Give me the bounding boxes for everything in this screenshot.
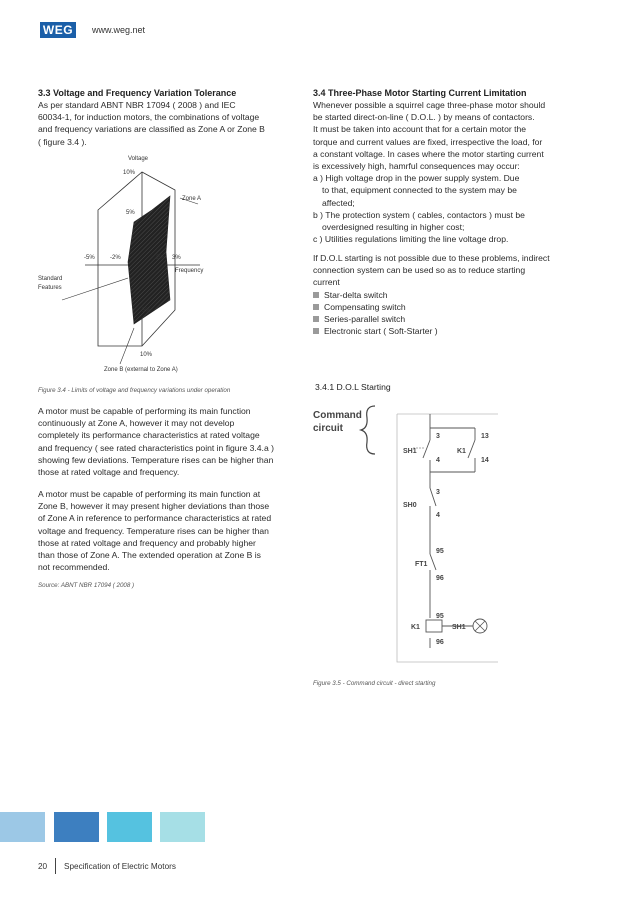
para-line: showing few deviations. Temperature rises can be higher than bbox=[38, 454, 274, 465]
weg-logo: WEG bbox=[40, 22, 76, 38]
figure-3-4-caption: Figure 3.4 - Limits of voltage and frequency variations under operation bbox=[38, 387, 231, 394]
right-line: c ) Utilities regulations limiting the line voltage drop. bbox=[313, 234, 509, 245]
para-line: those at rated voltage and frequency and probably higher bbox=[38, 537, 256, 548]
bullet-square-icon bbox=[313, 316, 319, 322]
label-zone-a: Zone A bbox=[182, 196, 202, 202]
label-v-5-top: 5% bbox=[126, 210, 135, 216]
label-ft1: FT1 bbox=[415, 561, 428, 568]
label-command: Command bbox=[313, 410, 362, 421]
bullet-item bbox=[313, 301, 595, 313]
brace bbox=[361, 406, 375, 454]
label-v-10-top: 10% bbox=[123, 170, 136, 176]
para-line: not recommended. bbox=[38, 562, 110, 573]
intro-line: 60034-1, for induction motors, the combinations of voltage bbox=[38, 112, 260, 123]
right-column bbox=[313, 87, 595, 245]
section-title-3-4: 3.4 Three-Phase Motor Starting Current Limitation bbox=[313, 88, 527, 98]
right-line: be started direct-on-line ( D.O.L. ) by means of contactors. bbox=[313, 112, 535, 123]
intro-line: and frequency variations are classified as Zone A or Zone B bbox=[38, 124, 265, 135]
source-note: Source: ABNT NBR 17094 ( 2008 ) bbox=[38, 582, 135, 589]
para-line: of Zone A in reference to performance characteristics at rated bbox=[38, 513, 272, 524]
right-line: It must be taken into account that for a certain motor the bbox=[313, 124, 527, 135]
footer-divider bbox=[55, 858, 56, 874]
bullet-square-icon bbox=[313, 292, 319, 298]
label-f-m2: -2% bbox=[110, 255, 121, 261]
footer-title: Specification of Electric Motors bbox=[64, 862, 176, 871]
label-features: Features bbox=[38, 285, 62, 291]
label-n95: 95 bbox=[436, 548, 444, 555]
label-f-p3: 3% bbox=[172, 255, 181, 261]
para-line: current bbox=[313, 277, 340, 288]
label-standard: Standard bbox=[38, 276, 63, 282]
right-line: a constant voltage. In cases where the motor starting current bbox=[313, 148, 544, 159]
figure-3-5-caption: Figure 3.5 - Command circuit - direct starting bbox=[313, 680, 436, 687]
para-line: Zone B, however it may present higher deviations than those bbox=[38, 501, 270, 512]
label-voltage: Voltage bbox=[128, 156, 149, 162]
bullet-item bbox=[313, 313, 595, 325]
label-n96b: 96 bbox=[436, 639, 444, 646]
color-bar-3 bbox=[107, 812, 152, 842]
left-para-1 bbox=[38, 405, 308, 478]
label-n14: 14 bbox=[481, 457, 489, 464]
right-line: affected; bbox=[322, 197, 355, 208]
left-column bbox=[38, 87, 308, 148]
label-k1b: K1 bbox=[411, 624, 420, 631]
label-n95b: 95 bbox=[436, 613, 444, 620]
para-line: A motor must be capable of performing its main function bbox=[38, 406, 251, 416]
para-line: than those of Zone A. The extended operation at Zone B is bbox=[38, 550, 261, 561]
bullet-item bbox=[313, 325, 595, 337]
bullet-square-icon bbox=[313, 328, 319, 334]
right-line: Whenever possible a squirrel cage three-phase motor should bbox=[313, 100, 546, 110]
label-frequency: Frequency bbox=[175, 268, 204, 274]
label-n4b: 4 bbox=[436, 512, 440, 519]
bullet-text: Star-delta switch bbox=[324, 289, 388, 300]
intro-line: ( figure 3.4 ). bbox=[38, 136, 87, 147]
section-title-3-3: 3.3 Voltage and Frequency Variation Tolerance bbox=[38, 88, 237, 98]
label-n3: 3 bbox=[436, 433, 440, 440]
right-line: torque and current values are fixed, irrespective the load, for bbox=[313, 136, 543, 147]
para-line: voltage and frequency. Temperature rises can be higher than bbox=[38, 525, 269, 536]
label-n96: 96 bbox=[436, 575, 444, 582]
color-bar-2 bbox=[54, 812, 99, 842]
bullet-square-icon bbox=[313, 304, 319, 310]
bullet-item bbox=[313, 289, 595, 301]
bullet-text: Series-parallel switch bbox=[324, 314, 406, 325]
right-line: b ) The protection system ( cables, contactors ) must be bbox=[313, 209, 525, 220]
label-f-p2: 2% bbox=[156, 255, 165, 261]
label-zone-b: Zone B (external to Zone A) bbox=[104, 367, 178, 373]
label-sh1b: SH1 bbox=[452, 624, 466, 631]
command-circuit-diagram bbox=[305, 400, 505, 665]
color-bar-1 bbox=[0, 812, 45, 842]
voltage-frequency-diagram bbox=[30, 150, 280, 378]
para-line: continuously at Zone A, however it may not develop bbox=[38, 418, 235, 429]
para-line: those at rated voltage and frequency. bbox=[38, 467, 180, 478]
right-line: a ) High voltage drop in the power supply system. Due bbox=[313, 173, 520, 184]
color-bar-4 bbox=[160, 812, 205, 842]
para-line: If D.O.L starting is not possible due to these problems, indirect bbox=[313, 253, 550, 263]
label-n3b: 3 bbox=[436, 489, 440, 496]
label-n4: 4 bbox=[436, 457, 440, 464]
right-line: overdesigned resulting in higher cost; bbox=[322, 222, 465, 233]
k1-coil bbox=[426, 620, 442, 632]
label-k1: K1 bbox=[457, 448, 466, 455]
right-para-2 bbox=[313, 252, 595, 337]
intro-line: As per standard ABNT NBR 17094 ( 2008 ) and IEC bbox=[38, 100, 236, 110]
standard-leader bbox=[62, 278, 128, 300]
label-f-m5: -5% bbox=[84, 255, 95, 261]
right-line: is excessively high, hamrful consequences may occur: bbox=[313, 161, 520, 172]
para-line: connection system can be used so as to reduce starting bbox=[313, 265, 526, 276]
subsection-title-3-4-1: 3.4.1 D.O.L Starting bbox=[315, 382, 391, 392]
left-para-2 bbox=[38, 488, 308, 573]
label-v-5-bot: 5% bbox=[142, 308, 151, 314]
para-line: A motor must be capable of performing its main function at bbox=[38, 489, 261, 499]
label-circuit: circuit bbox=[313, 423, 344, 434]
para-line: and frequency ( see rated characteristics point in figure 3.4.a ) bbox=[38, 442, 274, 453]
para-line: completely its performance characteristics at rated voltage bbox=[38, 430, 260, 441]
bullet-text: Electronic start ( Soft-Starter ) bbox=[324, 326, 438, 337]
bullet-text: Compensating switch bbox=[324, 301, 406, 312]
label-sh1: SH1 bbox=[403, 448, 417, 455]
header-url[interactable]: www.weg.net bbox=[92, 25, 146, 35]
right-line: to that, equipment connected to the system may be bbox=[322, 185, 517, 196]
label-v-10-bot: 10% bbox=[140, 352, 153, 358]
page-number: 20 bbox=[38, 862, 48, 871]
label-sh0: SH0 bbox=[403, 502, 417, 509]
label-n13: 13 bbox=[481, 433, 489, 440]
